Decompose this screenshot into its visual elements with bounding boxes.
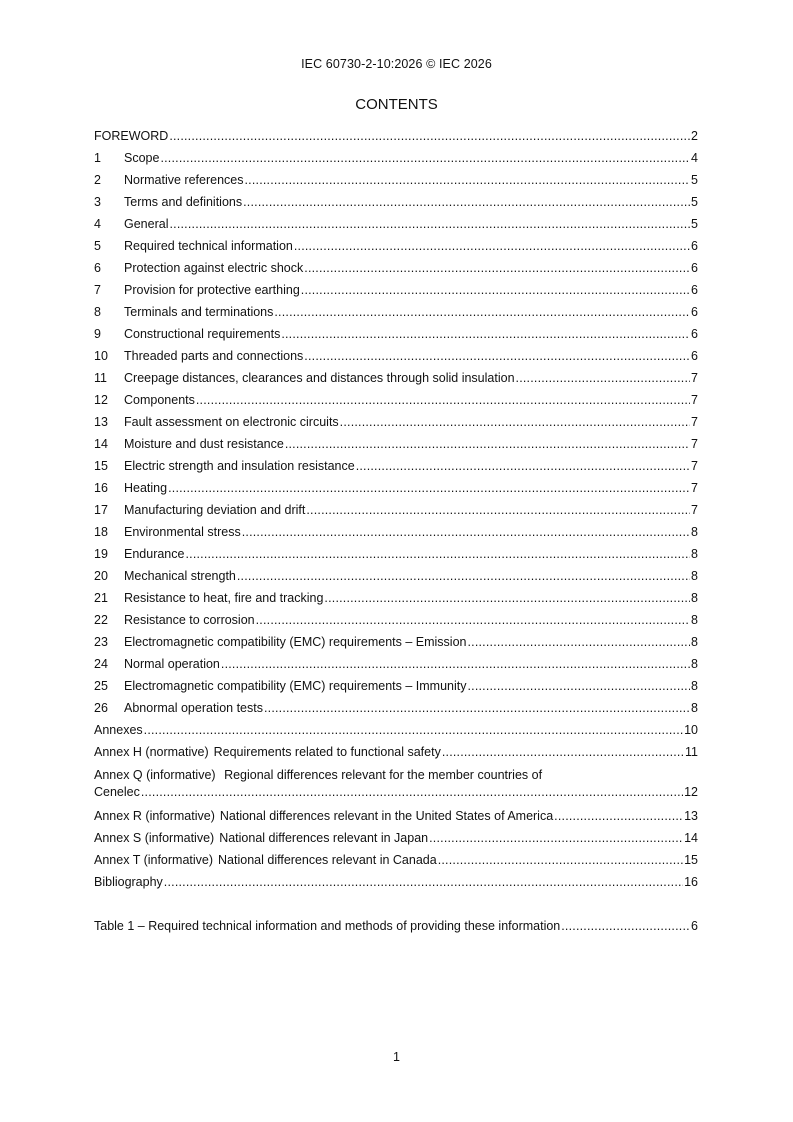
toc-entry-page: 7 xyxy=(691,415,698,429)
toc-entry-terminals[interactable] xyxy=(94,301,698,323)
toc-entry-normal-operation[interactable] xyxy=(94,653,698,675)
toc-entry-label: Protection against electric shock xyxy=(124,261,304,275)
toc-entry-number: 7 xyxy=(94,283,101,297)
toc-entry-number: 12 xyxy=(94,393,108,407)
toc-entry-protective-earthing[interactable] xyxy=(94,279,698,301)
leader-dots xyxy=(442,741,684,763)
toc-entry-label: Abnormal operation tests xyxy=(124,701,263,715)
leader-dots xyxy=(168,477,690,499)
toc-entry-label: Terminals and terminations xyxy=(124,305,274,319)
toc-entry-bibliography[interactable] xyxy=(94,871,698,893)
leader-dots xyxy=(141,785,683,805)
leader-dots xyxy=(429,827,683,849)
toc-entry-page: 13 xyxy=(684,809,698,823)
toc-entry-number: 22 xyxy=(94,613,108,627)
toc-entry-number: 25 xyxy=(94,679,108,693)
page-number: 1 xyxy=(393,1050,400,1064)
toc-entry-page: 7 xyxy=(691,371,698,385)
leader-dots xyxy=(438,849,683,871)
leader-dots xyxy=(160,147,690,169)
toc-entry-page: 10 xyxy=(684,723,698,737)
toc-entry-terms-definitions[interactable] xyxy=(94,191,698,213)
toc-entry-label: Moisture and dust resistance xyxy=(124,437,284,451)
toc-entry-page: 14 xyxy=(684,831,698,845)
toc-entry-number: 8 xyxy=(94,305,101,319)
leader-dots xyxy=(169,125,690,147)
toc-entry-number: 19 xyxy=(94,547,108,561)
toc-entry-creepage-distances[interactable] xyxy=(94,367,698,389)
toc-entry-endurance[interactable] xyxy=(94,543,698,565)
toc-entry-page: 8 xyxy=(691,613,698,627)
toc-entry-page: 6 xyxy=(691,919,698,933)
leader-dots xyxy=(285,433,690,455)
toc-entry-resistance-heat-fire[interactable] xyxy=(94,587,698,609)
leader-dots xyxy=(467,675,690,697)
leader-dots xyxy=(245,169,691,191)
toc-entry-label: Fault assessment on electronic circuits xyxy=(124,415,339,429)
toc-entry-page: 16 xyxy=(684,875,698,889)
toc-entry-table-1[interactable] xyxy=(94,915,698,937)
toc-entry-page: 6 xyxy=(691,305,698,319)
toc-entry-label: Manufacturing deviation and drift xyxy=(124,503,306,517)
toc-entry-label: Resistance to corrosion xyxy=(124,613,255,627)
toc-entry-label: Annexes xyxy=(94,723,143,737)
toc-entry-normative-references[interactable] xyxy=(94,169,698,191)
toc-entry-number: 20 xyxy=(94,569,108,583)
toc-entry-label: FOREWORD xyxy=(94,129,169,143)
toc-entry-page: 5 xyxy=(691,173,698,187)
contents-title: CONTENTS xyxy=(355,96,438,113)
toc-entry-label: Creepage distances, clearances and distances through solid insulation xyxy=(124,371,515,385)
toc-entry-annex-h[interactable] xyxy=(94,741,698,763)
toc-entry-page: 2 xyxy=(691,129,698,143)
toc-entry-mechanical-strength[interactable] xyxy=(94,565,698,587)
annex-prefix: Annex S (informative) xyxy=(94,831,215,845)
leader-dots xyxy=(306,499,690,521)
toc-entry-components[interactable] xyxy=(94,389,698,411)
leader-dots xyxy=(274,301,690,323)
toc-entry-number: 9 xyxy=(94,327,101,341)
toc-entry-page: 8 xyxy=(691,635,698,649)
toc-entry-page: 6 xyxy=(691,349,698,363)
toc-entry-label: Table 1 – Required technical information and methods of providing these information xyxy=(94,919,561,933)
toc-entry-label-continued: Cenelec xyxy=(94,785,140,799)
toc-entry-number: 5 xyxy=(94,239,101,253)
toc-entry-page: 8 xyxy=(691,679,698,693)
toc-entry-number: 14 xyxy=(94,437,108,451)
toc-entry-heating[interactable] xyxy=(94,477,698,499)
toc-entry-number: 6 xyxy=(94,261,101,275)
toc-entry-number: 17 xyxy=(94,503,108,517)
toc-entry-threaded-parts[interactable] xyxy=(94,345,698,367)
toc-entry-page: 8 xyxy=(691,569,698,583)
leader-dots xyxy=(301,279,690,301)
leader-dots xyxy=(169,213,690,235)
leader-dots xyxy=(221,653,690,675)
toc-entry-label: Constructional requirements xyxy=(124,327,281,341)
toc-entry-page: 8 xyxy=(691,701,698,715)
leader-dots xyxy=(185,543,690,565)
leader-dots xyxy=(356,455,690,477)
toc-entry-page: 7 xyxy=(691,481,698,495)
toc-entry-constructional-requirements[interactable] xyxy=(94,323,698,345)
toc-entry-number: 26 xyxy=(94,701,108,715)
leader-dots xyxy=(561,915,690,937)
toc-entry-page: 8 xyxy=(691,547,698,561)
toc-entry-label: Scope xyxy=(124,151,160,165)
toc-entry-annex-q[interactable] xyxy=(94,763,698,805)
toc-entry-label: Components xyxy=(124,393,195,407)
leader-dots xyxy=(304,345,690,367)
leader-dots xyxy=(237,565,690,587)
toc-entry-number: 24 xyxy=(94,657,108,671)
toc-entry-page: 7 xyxy=(691,393,698,407)
toc-entry-label: Threaded parts and connections xyxy=(124,349,304,363)
leader-dots xyxy=(243,191,690,213)
toc-entry-number: 16 xyxy=(94,481,108,495)
toc-entry-number: 13 xyxy=(94,415,108,429)
leader-dots xyxy=(144,719,683,741)
toc-entry-general[interactable] xyxy=(94,213,698,235)
toc-entry-label: Electromagnetic compatibility (EMC) requirements – Immunity xyxy=(124,679,467,693)
toc-entry-label: National differences relevant in Japan xyxy=(219,831,429,845)
toc-entry-label: Electromagnetic compatibility (EMC) requirements – Emission xyxy=(124,635,467,649)
toc-entry-annexes[interactable] xyxy=(94,719,698,741)
toc-entry-foreword[interactable] xyxy=(94,125,698,147)
toc-entry-label: Requirements related to functional safety xyxy=(213,745,441,759)
toc-entry-page: 11 xyxy=(685,745,698,759)
annex-prefix: Annex R (informative) xyxy=(94,809,215,823)
toc-entry-page: 6 xyxy=(691,283,698,297)
toc-entry-page: 6 xyxy=(691,239,698,253)
toc-entry-page: 8 xyxy=(691,591,698,605)
toc-entry-annex-s[interactable] xyxy=(94,827,698,849)
leader-dots xyxy=(196,389,690,411)
toc-entry-number: 2 xyxy=(94,173,101,187)
toc-entry-page: 4 xyxy=(691,151,698,165)
toc-entry-electric-strength[interactable] xyxy=(94,455,698,477)
toc-entry-page: 6 xyxy=(691,261,698,275)
toc-entry-number: 15 xyxy=(94,459,108,473)
toc-entry-label: Normative references xyxy=(124,173,244,187)
leader-dots xyxy=(242,521,690,543)
toc-entry-label: Bibliography xyxy=(94,875,163,889)
toc-entry-number: 21 xyxy=(94,591,108,605)
toc-entry-page: 7 xyxy=(691,437,698,451)
leader-dots xyxy=(256,609,690,631)
toc-entry-page: 15 xyxy=(684,853,698,867)
leader-dots xyxy=(281,323,690,345)
leader-dots xyxy=(304,257,690,279)
toc-entry-abnormal-operation[interactable] xyxy=(94,697,698,719)
toc-entry-manufacturing-deviation[interactable] xyxy=(94,499,698,521)
toc-entry-page: 5 xyxy=(691,217,698,231)
leader-dots xyxy=(516,367,691,389)
toc-entry-emc-emission[interactable] xyxy=(94,631,698,653)
toc-entry-page: 5 xyxy=(691,195,698,209)
toc-entry-emc-immunity[interactable] xyxy=(94,675,698,697)
toc-entry-required-technical-information[interactable] xyxy=(94,235,698,257)
annex-prefix: Annex Q (informative) xyxy=(94,768,216,782)
toc-entry-page: 8 xyxy=(691,525,698,539)
toc-entry-page: 8 xyxy=(691,657,698,671)
section-gap xyxy=(94,893,698,915)
toc-entry-label: Terms and definitions xyxy=(124,195,243,209)
toc-entry-label: Heating xyxy=(124,481,168,495)
leader-dots xyxy=(554,805,683,827)
annex-prefix: Annex H (normative) xyxy=(94,745,209,759)
toc-entry-number: 10 xyxy=(94,349,108,363)
leader-dots xyxy=(264,697,690,719)
toc-entry-annex-r[interactable] xyxy=(94,805,698,827)
leader-dots xyxy=(294,235,690,257)
toc-entry-label: Regional differences relevant for the member countries of xyxy=(224,768,543,782)
toc-entry-number: 18 xyxy=(94,525,108,539)
toc-entry-scope[interactable] xyxy=(94,147,698,169)
document-header: IEC 60730-2-10:2026 © IEC 2026 xyxy=(301,57,492,71)
toc-entry-number: 3 xyxy=(94,195,101,209)
toc-entry-page: 7 xyxy=(691,503,698,517)
toc-entry-environmental-stress[interactable] xyxy=(94,521,698,543)
toc-entry-number: 11 xyxy=(94,371,107,385)
annex-prefix: Annex T (informative) xyxy=(94,853,214,867)
toc-entry-label: National differences relevant in the United States of America xyxy=(219,809,554,823)
toc-entry-label: Mechanical strength xyxy=(124,569,236,583)
leader-dots xyxy=(467,631,690,653)
table-of-contents xyxy=(94,125,698,937)
leader-dots xyxy=(164,871,683,893)
toc-entry-resistance-corrosion[interactable] xyxy=(94,609,698,631)
toc-entry-label: Electric strength and insulation resistance xyxy=(124,459,355,473)
toc-entry-label: Environmental stress xyxy=(124,525,241,539)
leader-dots xyxy=(324,587,690,609)
toc-entry-number: 23 xyxy=(94,635,108,649)
toc-entry-label: Required technical information xyxy=(124,239,293,253)
toc-entry-annex-t[interactable] xyxy=(94,849,698,871)
toc-entry-label: Endurance xyxy=(124,547,185,561)
toc-entry-label: Normal operation xyxy=(124,657,220,671)
toc-entry-page: 12 xyxy=(684,785,698,799)
leader-dots xyxy=(340,411,690,433)
toc-entry-moisture-dust[interactable] xyxy=(94,433,698,455)
toc-entry-label: Provision for protective earthing xyxy=(124,283,300,297)
toc-entry-label: Resistance to heat, fire and tracking xyxy=(124,591,324,605)
toc-entry-fault-assessment[interactable] xyxy=(94,411,698,433)
toc-entry-number: 4 xyxy=(94,217,101,231)
toc-entry-label: General xyxy=(124,217,169,231)
toc-entry-page: 7 xyxy=(691,459,698,473)
toc-entry-protection-electric-shock[interactable] xyxy=(94,257,698,279)
toc-entry-number: 1 xyxy=(94,151,101,165)
toc-entry-label: National differences relevant in Canada xyxy=(218,853,437,867)
toc-entry-page: 6 xyxy=(691,327,698,341)
